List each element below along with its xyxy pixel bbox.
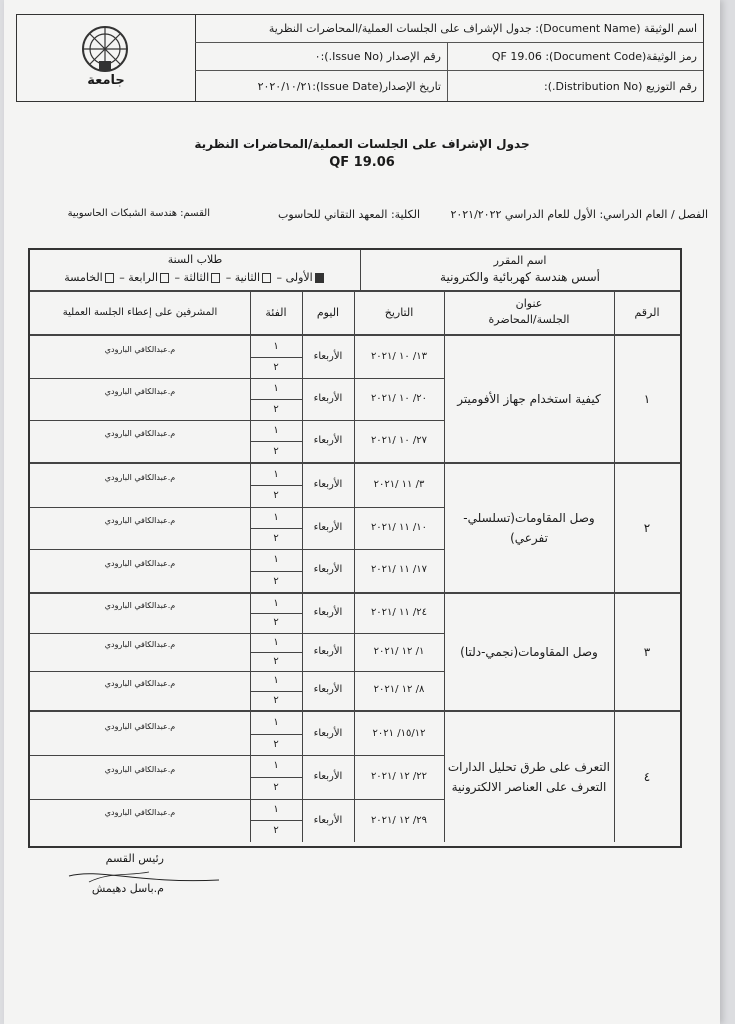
doc-name: اسم الوثيقة (Document Name): جدول الإشراف على الجلسات العملية/المحاضرات النظرية <box>195 15 703 43</box>
year-checkbox[interactable] <box>160 273 169 283</box>
session-day: الأربعاء <box>313 351 343 362</box>
supervisor-name: م.عبدالكافي البارودي <box>104 721 176 731</box>
session-day: الأربعاء <box>313 607 343 618</box>
col-title-1: عنوان <box>515 297 543 310</box>
supervisor-name: م.عبدالكافي البارودي <box>104 429 176 438</box>
session-day: الأربعاء <box>313 521 343 533</box>
dist-no: رقم التوزيع (Distribution No.): <box>544 79 697 93</box>
session-number: ١ <box>643 392 651 406</box>
group-two: ٢ <box>273 656 279 667</box>
session-day: الأربعاء <box>313 771 343 783</box>
session-number: ٣ <box>643 645 651 659</box>
issue-date: تاريخ الإصدار(Issue Date):٢٠٢٠/١٠/٢١ <box>257 79 441 93</box>
college-info: الكلية: المعهد التقاني للحاسوب <box>277 208 420 221</box>
group-two: ٢ <box>273 404 279 415</box>
session-title: وصل المقاومات(نجمي-دلتا) <box>460 645 598 659</box>
session-date: ٢٧/ ١٠ /٢٠٢١ <box>370 435 428 446</box>
supervisor-name: م.عبدالكافي البارودي <box>104 345 176 354</box>
group-two: ٢ <box>273 490 279 502</box>
course-name-label: اسم المقرر <box>493 254 547 267</box>
group-one: ١ <box>273 469 279 480</box>
group-one: ١ <box>273 425 279 436</box>
header-divider <box>447 43 448 101</box>
supervisor-name: م.عبدالكافي البارودي <box>104 558 176 568</box>
session-day: الأربعاء <box>313 564 343 576</box>
supervisor-name: م.عبدالكافي البارودي <box>104 678 176 688</box>
session-date: ١/ ١٢ /٢٠٢١ <box>373 645 425 657</box>
group-one: ١ <box>273 341 279 352</box>
year-label: الثانية <box>234 271 261 284</box>
group-one: ١ <box>273 803 279 815</box>
group-one: ١ <box>273 598 279 609</box>
session-date: ٢٩/ ١٢ /٢٠٢١ <box>370 814 428 826</box>
session-day: الأربعاء <box>313 814 343 826</box>
column-divider <box>444 336 445 462</box>
course-name-value: أسس هندسة كهربائية والكترونية <box>440 270 600 284</box>
issue-no: رقم الإصدار (Issue No.):٠ <box>195 43 447 71</box>
supervisor-name: م.عبدالكافي البارودي <box>104 808 176 818</box>
session-date: ١٥/١٢/ ٢٠٢١ <box>372 728 426 739</box>
year-label: الرابعة <box>128 271 159 284</box>
university-logo <box>17 15 196 101</box>
session-date: ٢٢/ ١٢ /٢٠٢١ <box>370 771 428 783</box>
group-two: ٢ <box>273 362 279 373</box>
supervisor-name: م.عبدالكافي البارودي <box>104 601 176 611</box>
page-title: جدول الإشراف على الجلسات العملية/المحاضرات النظرية <box>194 137 530 151</box>
doc-code: رمز الوثيقة(Document Code): QF 19.06 <box>447 43 703 71</box>
column-divider <box>444 712 445 842</box>
col-day: اليوم <box>316 306 340 319</box>
year-checkbox[interactable] <box>211 273 220 283</box>
group-two: ٢ <box>273 617 279 629</box>
col-group: الفئة <box>265 306 287 319</box>
year-label: الثالثة <box>183 271 210 284</box>
group-two: ٢ <box>273 782 279 793</box>
year-separator: – <box>115 271 129 284</box>
group-one: ١ <box>273 717 279 728</box>
session-day: الأربعاء <box>313 479 343 490</box>
session-date: ٣/ ١١ /٢٠٢١ <box>373 479 425 490</box>
group-two: ٢ <box>273 533 279 544</box>
supervisor-name: م.عبدالكافي البارودي <box>104 765 176 774</box>
year-checkbox[interactable] <box>262 273 271 283</box>
col-title-2: الجلسة/المحاضرة <box>488 313 570 326</box>
session-number: ٤ <box>643 770 651 784</box>
session-day: الأربعاء <box>313 728 343 739</box>
year-checkbox[interactable] <box>315 273 324 283</box>
session-number: ٢ <box>643 521 651 535</box>
semester-info: الفصل / العام الدراسي: الأول للعام الدراسي ٢٠٢١/٢٠٢٢ <box>450 208 708 221</box>
session-day: الأربعاء <box>313 435 343 446</box>
session-date: ٨/ ١٢ /٢٠٢١ <box>373 684 425 696</box>
signature-role: رئيس القسم <box>105 852 164 865</box>
group-one: ١ <box>273 636 279 648</box>
column-divider <box>444 464 445 592</box>
document-page <box>4 0 720 1024</box>
year-checkbox[interactable] <box>105 273 114 283</box>
supervisor-name: م.عبدالكافي البارودي <box>104 516 176 525</box>
supervisor-name: م.عبدالكافي البارودي <box>104 473 176 483</box>
group-two: ٢ <box>273 825 279 837</box>
group-one: ١ <box>273 554 279 566</box>
document-header <box>16 14 704 102</box>
session-date: ٢٠/ ١٠ /٢٠٢١ <box>370 393 428 404</box>
page-code: QF 19.06 <box>329 155 395 170</box>
group-one: ١ <box>273 511 279 523</box>
year-separator: – <box>273 271 286 284</box>
session-title: تفرعي) <box>510 531 548 545</box>
year-label: الخامسة <box>64 271 103 284</box>
session-date: ١٧/ ١١ /٢٠٢١ <box>370 564 428 576</box>
group-two: ٢ <box>273 575 279 587</box>
col-supervisors: المشرفين على إعطاء الجلسة العملية <box>62 307 218 318</box>
session-title: التعرف على طرق تحليل الدارات <box>447 760 610 774</box>
students-label: طلاب السنة <box>167 253 223 266</box>
col-date: التاريخ <box>384 306 414 319</box>
session-title: كيفية استخدام جهاز الأفوميتر <box>457 392 601 406</box>
logo-icon <box>17 15 195 101</box>
department-info: القسم: هندسة الشبكات الحاسوبية <box>67 208 210 219</box>
group-one: ١ <box>273 383 279 394</box>
session-title: التعرف على العناصر الالكترونية <box>451 780 607 794</box>
year-separator: – <box>222 271 235 284</box>
col-num: الرقم <box>634 306 660 319</box>
year-separator: – <box>171 271 184 284</box>
year-label: الأولى <box>285 271 313 284</box>
group-two: ٢ <box>273 446 279 457</box>
group-two: ٢ <box>273 738 279 750</box>
session-day: الأربعاء <box>313 684 343 696</box>
supervision-table <box>28 248 682 848</box>
supervisor-name: م.عبدالكافي البارودي <box>104 640 176 649</box>
session-date: ١٣/ ١٠ /٢٠٢١ <box>370 351 428 362</box>
year-options <box>30 268 360 288</box>
session-title: وصل المقاومات(تسلسلي- <box>463 511 595 525</box>
column-divider <box>444 594 445 710</box>
group-two: ٢ <box>273 694 279 706</box>
group-one: ١ <box>273 760 279 772</box>
group-one: ١ <box>273 675 279 687</box>
logo-text: جامعة <box>87 73 125 88</box>
session-date: ٢٤/ ١١ /٢٠٢١ <box>370 607 428 618</box>
session-day: الأربعاء <box>313 645 343 657</box>
signature-name: م.باسل دهيمش <box>91 882 164 895</box>
session-day: الأربعاء <box>313 393 343 404</box>
supervisor-name: م.عبدالكافي البارودي <box>104 387 176 396</box>
session-date: ١٠/ ١١ /٢٠٢١ <box>370 521 428 533</box>
